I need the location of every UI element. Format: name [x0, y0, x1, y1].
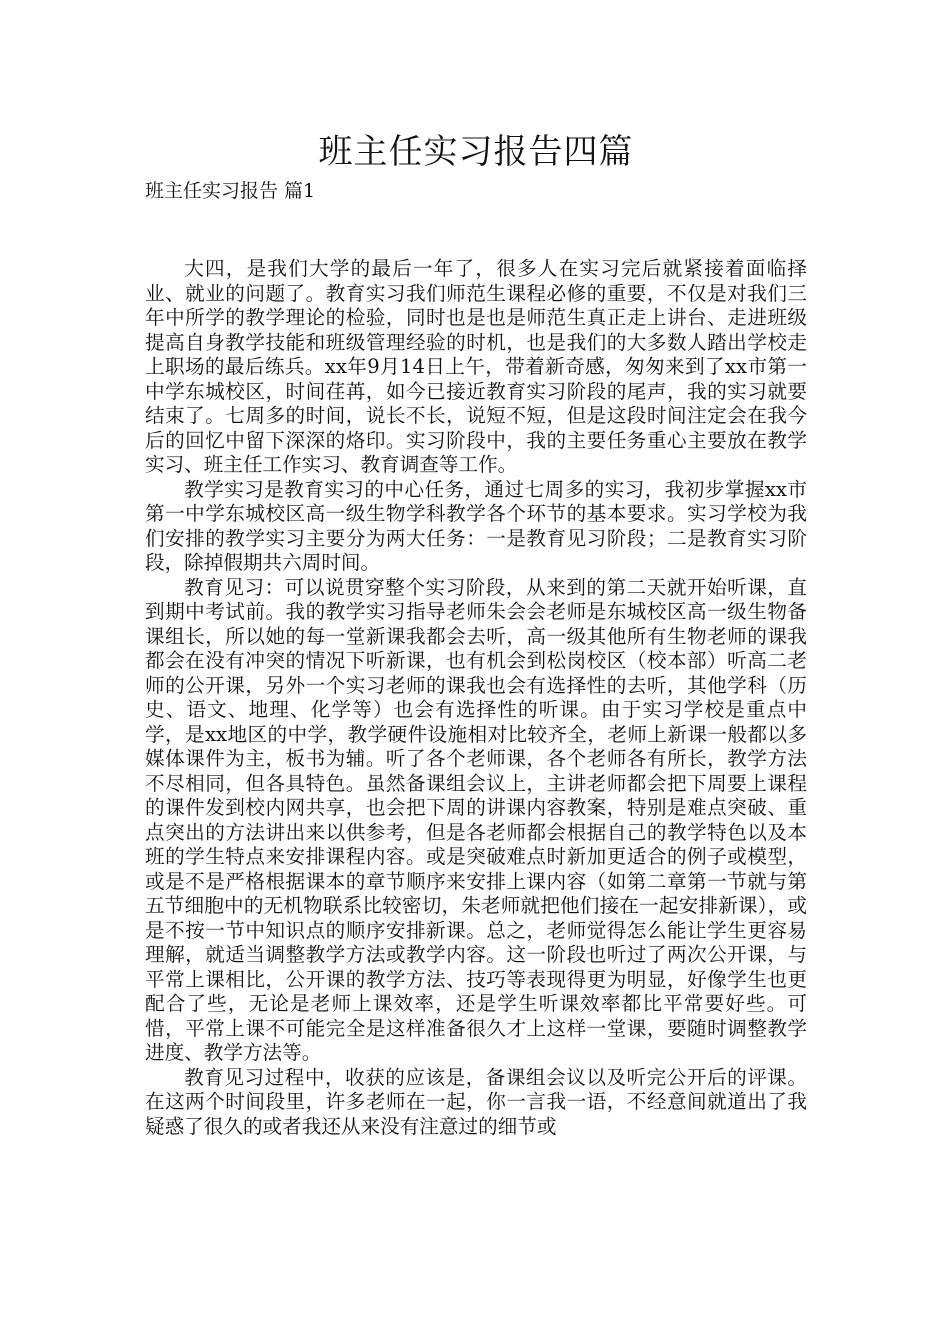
section-heading: 班主任实习报告 篇1 [145, 180, 316, 202]
paragraph-1: 大四，是我们大学的最后一年了，很多人在实习完后就紧接着面临择业、就业的问题了。教育实习我们师范生课程必修的重要，不仅是对我们三年中所学的教学理论的检验，同时也是也是师范生真正走上讲台、走进班级提高自身教学技能和班级管理经验的时机，也是我们的大多数人踏出学校走上职场的最后练兵。xx年9月14日上午，带着新奇感，匆匆来到了xx市第一中学东城校区，时间荏苒，如今已接近教育实习阶段的尾声，我的实习就要结束了。七周多的时间，说长不长，说短不短，但是这段时间注定会在我今后的回忆中留下深深的烙印。实习阶段中，我的主要任务重心主要放在教学实习、班主任工作实习、教育调查等工作。 [145, 257, 807, 476]
paragraph-3: 教育见习：可以说贯穿整个实习阶段，从来到的第二天就开始听课，直到期中考试前。我的教学实习指导老师朱会会老师是东城校区高一级生物备课组长，所以她的每一堂新课我都会去听，高一级其他所有生物老师的课我都会在没有冲突的情况下听新课，也有机会到松岗校区（校本部）听高二老师的公开课，另外一个实习老师的课我也会有选择性的去听，其他学科（历史、语文、地理、化学等）也会有选择性的听课。由于实习学校是重点中学，是xx地区的中学，教学硬件设施相对比较齐全，老师上新课一般都以多媒体课件为主，板书为辅。听了各个老师课，各个老师各有所长，教学方法不尽相同，但各具特色。虽然备课组会议上，主讲老师都会把下周要上课程的课件发到校内网共享，也会把下周的讲课内容教案，特别是难点突破、重点突出的方法讲出来以供参考，但是各老师都会根据自己的教学特色以及本班的学生特点来安排课程内容。或是突破难点时新加更适合的例子或模型，或是不是严格根据课本的章节顺序来安排上课内容（如第二章第一节就与第五节细胞中的无机物联系比较密切，朱老师就把他们接在一起安排新课），或是不按一节中知识点的顺序安排新课。总之，老师觉得怎么能让学生更容易理解，就适当调整教学方法或教学内容。这一阶段也听过了两次公开课，与平常上课相比，公开课的教学方法、技巧等表现得更为明显，好像学生也更配合了些，无论是老师上课效率，还是学生听课效率都比平常要好些。可惜，平常上课不可能完全是这样准备很久才上这样一堂课，要随时调整教学进度、教学方法等。 [145, 575, 807, 1064]
paragraph-2: 教学实习是教育实习的中心任务，通过七周多的实习，我初步掌握xx市第一中学东城校区高一级生物学科教学各个环节的基本要求。实习学校为我们安排的教学实习主要分为两大任务：一是教育见习阶段；二是教育实习阶段，除掉假期共六周时间。 [145, 477, 807, 574]
document-body [145, 257, 807, 1139]
paragraph-4: 教育见习过程中，收获的应该是，备课组会议以及听完公开后的评课。在这两个时间段里，许多老师在一起，你一言我一语，不经意间就道出了我疑惑了很久的或者我还从来没有注意过的细节或 [145, 1065, 807, 1138]
document-title: 班主任实习报告四篇 [318, 132, 634, 172]
